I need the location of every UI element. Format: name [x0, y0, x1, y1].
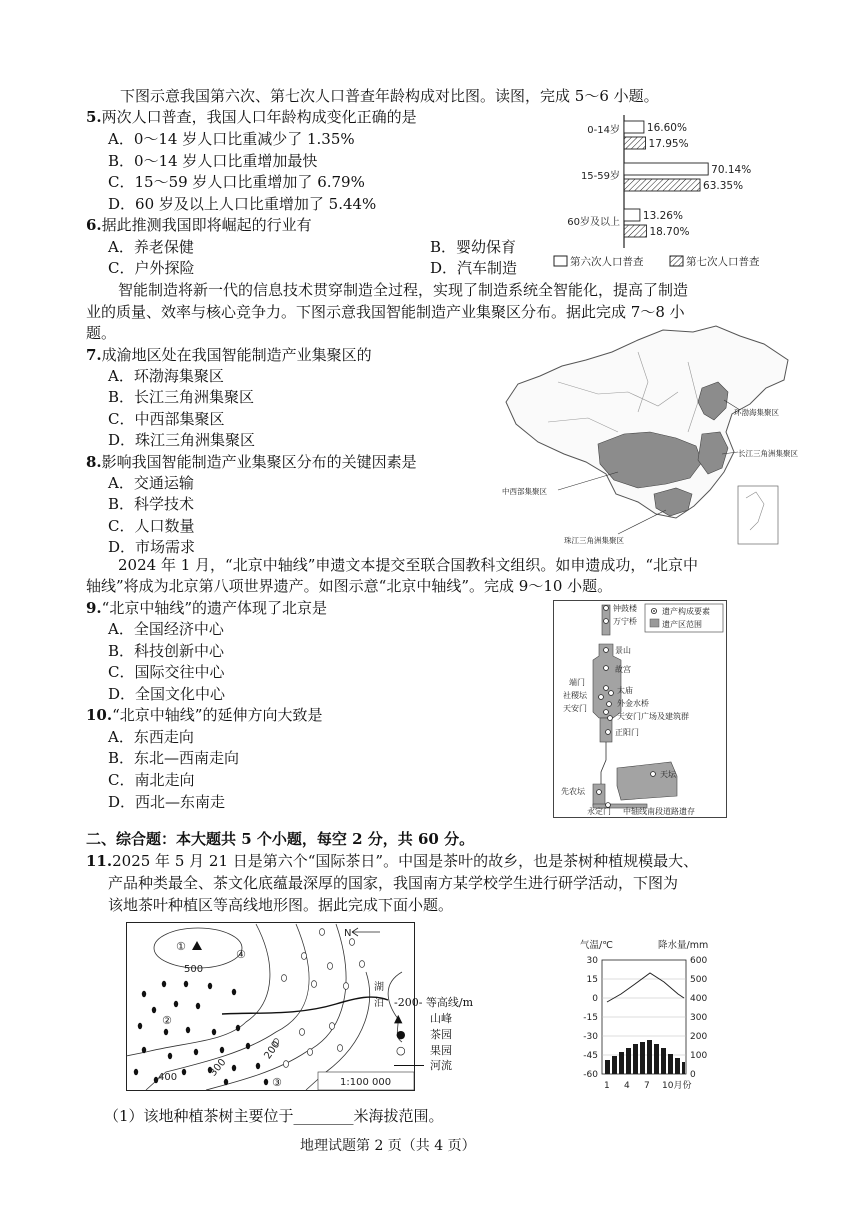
- month-1: 1: [604, 1081, 610, 1091]
- q9-option-a[interactable]: A．全国经济中心: [108, 620, 224, 638]
- temp-tick-m45: -45: [583, 1051, 598, 1061]
- q9-number: 9.: [86, 599, 102, 617]
- q10-option-c[interactable]: C．南北走向: [108, 771, 195, 789]
- month-10: 10月份: [662, 1081, 692, 1091]
- temp-tick-m15: -15: [583, 1013, 598, 1023]
- legend-heritage-area: 遗产区范围: [662, 620, 702, 629]
- group-label-0-14: 0-14岁: [587, 125, 620, 136]
- group-label-15-59: 15-59岁: [580, 171, 620, 182]
- bar-label-census6-0: 16.60%: [646, 122, 687, 134]
- bar-census7-1: [624, 179, 700, 191]
- place-south-road-relics: 中轴线南段道路遗存: [623, 807, 695, 816]
- place-taimiao: 太庙: [617, 686, 633, 695]
- place-yongdingmen: 永定门: [587, 807, 611, 816]
- contour-map-frame: [127, 923, 415, 1091]
- q7-stem: 成渝地区处在我国智能制造产业集聚区的: [101, 346, 372, 364]
- q6-option-b[interactable]: B．婴幼保育: [430, 238, 517, 256]
- temp-axis-label: 气温/℃: [580, 940, 613, 951]
- temp-tick-m60: -60: [583, 1070, 598, 1080]
- q9-option-d[interactable]: D．全国文化中心: [108, 685, 226, 703]
- q8-option-a[interactable]: A．交通运输: [108, 474, 194, 492]
- precip-tick-500: 500: [690, 975, 708, 985]
- q8-stem: 影响我国智能制造产业集聚区分布的关键因素是: [101, 453, 417, 471]
- q8-number: 8.: [86, 453, 102, 471]
- q5-stem: 两次人口普查，我国人口年龄构成变化正确的是: [101, 108, 417, 126]
- q6-stem: 据此推测我国即将崛起的行业有: [101, 216, 312, 234]
- bar-label-census7-1: 63.35%: [703, 180, 744, 192]
- china-cluster-map: [488, 322, 814, 550]
- group-label-60plus: 60岁及以上: [567, 217, 620, 228]
- q11-line3: 该地茶叶种植区等高线地形图。据此完成下面小题。: [108, 896, 454, 914]
- precip-tick-0: 0: [690, 1070, 696, 1080]
- bar-label-census7-0: 17.95%: [648, 138, 689, 150]
- q11-line1: [86, 851, 698, 872]
- q10-question: [86, 705, 322, 726]
- bar-census6-2: [624, 209, 640, 221]
- legend-river: 河流: [430, 1059, 452, 1072]
- q9-stem: “北京中轴线”的遗产体现了北京是: [101, 599, 328, 617]
- q10-option-b[interactable]: B．东北—西南走向: [108, 749, 240, 767]
- bar-census6-0: [624, 121, 644, 133]
- contour-map: [126, 922, 416, 1092]
- q10-stem: “北京中轴线”的延伸方向大致是: [112, 706, 323, 724]
- legend-census7: 第七次人口普查: [686, 256, 760, 268]
- q78-intro-line3: 题。: [86, 324, 117, 342]
- month-7: 7: [644, 1081, 650, 1091]
- q6-option-d[interactable]: D．汽车制造: [430, 259, 518, 277]
- place-bell-drum-tower: 钟鼓楼: [613, 604, 637, 613]
- q11-sub1: （1）该地种植茶树主要位于________米海拔范围。: [104, 1107, 444, 1125]
- place-xiannong-altar: 先农坛: [561, 787, 585, 796]
- q8-question: [86, 452, 417, 473]
- place-tiananmen: 天安门: [563, 704, 587, 713]
- q10-option-d[interactable]: D．西北—东南走: [108, 793, 226, 811]
- q11-line2: 产品种类最全、茶文化底蕴最深厚的国家，我国南方某学校学生进行研学活动，下图为: [108, 874, 679, 892]
- label-yangtze: 长江三角洲集聚区: [738, 449, 798, 458]
- q7-number: 7.: [86, 346, 102, 364]
- place-tiananmen-square: 天安门广场及建筑群: [617, 712, 689, 721]
- precip-tick-400: 400: [690, 994, 708, 1004]
- place-sheji-altar: 社稷坛: [563, 691, 587, 700]
- point-2: ②: [162, 1014, 172, 1027]
- q5-question: [86, 107, 417, 128]
- label-central-west: 中西部集聚区: [502, 487, 547, 496]
- section2-title: 二、综合题：本大题共 5 个小题，每空 2 分，共 60 分。: [86, 830, 475, 848]
- q6-number: 6.: [86, 216, 102, 234]
- bar-census7-2: [624, 225, 646, 237]
- q10-number: 10.: [86, 706, 113, 724]
- bar-label-census7-2: 18.70%: [649, 226, 690, 238]
- label-pearl: 珠江三角洲集聚区: [564, 536, 624, 545]
- place-outer-golden-bridge: 外金水桥: [617, 699, 649, 708]
- population-bar-chart: [548, 113, 808, 275]
- place-forbidden-city: 故宫: [615, 665, 631, 674]
- page-footer: 地理试题第 2 页（共 4 页）: [300, 1138, 476, 1154]
- contour-label-200: 200: [262, 1039, 283, 1062]
- q5-option-a[interactable]: A．0～14 岁人口比重减少了 1.35%: [108, 130, 355, 148]
- temp-tick-30: 30: [586, 956, 598, 966]
- central-axis-map: [553, 600, 727, 818]
- q910-intro-line1: 2024 年 1 月，“北京中轴线”申遗文本提交至联合国教科文组织。如申遗成功，“北京中: [118, 556, 699, 574]
- legend-swatch-census7: [670, 256, 683, 266]
- place-jingshan: 景山: [615, 646, 631, 655]
- q5-option-b[interactable]: B．0～14 岁人口比重增加最快: [108, 152, 318, 170]
- q910-intro-line2: 轴线”将成为北京第八项世界遗产。如图示意“北京中轴线”。完成 9～10 小题。: [86, 577, 613, 595]
- legend-tea-icon: ●: [396, 1028, 406, 1041]
- legend-contour: -200- 等高线/m: [394, 996, 474, 1009]
- legend-census6: 第六次人口普查: [570, 256, 644, 268]
- contour-label-300: 300: [207, 1056, 229, 1079]
- lake-label-1: 湖: [374, 982, 384, 993]
- q7-question: [86, 345, 372, 366]
- precip-tick-100: 100: [690, 1051, 708, 1061]
- q6-option-a[interactable]: A．养老保健: [108, 238, 194, 256]
- bar-label-census6-2: 13.26%: [642, 210, 683, 222]
- q8-option-b[interactable]: B．科学技术: [108, 495, 195, 513]
- contour-label-500: 500: [184, 964, 204, 975]
- scale-label: 1:100 000: [340, 1077, 392, 1088]
- bar-label-census6-1: 70.14%: [711, 164, 752, 176]
- contour-legend: [394, 996, 474, 1092]
- temp-tick-m30: -30: [583, 1032, 598, 1042]
- legend-peak: 山峰: [430, 1012, 452, 1025]
- q78-intro-line2: 业的质量、效率与核心竞争力。下图示意我国智能制造产业集聚区分布。据此完成 7～8 小: [86, 303, 685, 321]
- lake-label-2: 泊: [374, 998, 384, 1009]
- climate-chart: [570, 938, 730, 1094]
- place-zhengyangmen: 正阳门: [615, 728, 639, 737]
- place-wanning-bridge: 万宁桥: [613, 617, 637, 626]
- legend-orchard: 果园: [430, 1044, 452, 1057]
- q5-number: 5.: [86, 108, 102, 126]
- q9-option-c[interactable]: C．国际交往中心: [108, 663, 225, 681]
- q56-intro: 下图示意我国第六次、第七次人口普查年龄构成对比图。读图，完成 5～6 小题。: [120, 87, 659, 105]
- bar-census7-0: [624, 137, 646, 149]
- point-1: ①: [176, 940, 186, 953]
- north-label: N: [344, 928, 352, 939]
- precip-tick-300: 300: [690, 1013, 708, 1023]
- point-3: ③: [272, 1076, 282, 1089]
- q9-option-b[interactable]: B．科技创新中心: [108, 642, 225, 660]
- q7-option-b[interactable]: B．长江三角洲集聚区: [108, 388, 255, 406]
- legend-tea: 茶园: [430, 1028, 452, 1041]
- q6-question: [86, 215, 312, 236]
- q5-option-c[interactable]: C．15～59 岁人口比重增加了 6.79%: [108, 173, 365, 191]
- q7-option-d[interactable]: D．珠江三角洲集聚区: [108, 431, 256, 449]
- place-duanmen: 端门: [569, 678, 585, 687]
- q11-text-1: 2025 年 5 月 21 日是第六个“国际茶日”。中国是茶叶的故乡，也是茶树种植规模最大、: [112, 852, 699, 870]
- temp-tick-0: 0: [592, 994, 598, 1004]
- legend-orchard-icon: ○: [396, 1044, 406, 1057]
- q8-option-d[interactable]: D．市场需求: [108, 538, 196, 556]
- precip-axis-label: 降水量/mm: [658, 940, 709, 951]
- point-4: ④: [236, 948, 246, 961]
- label-bohai: 环渤海集聚区: [734, 408, 779, 417]
- q10-option-a[interactable]: A．东西走向: [108, 728, 194, 746]
- q8-option-c[interactable]: C．人口数量: [108, 517, 195, 535]
- precip-tick-600: 600: [690, 956, 708, 966]
- precip-tick-200: 200: [690, 1032, 708, 1042]
- q5-option-d[interactable]: D．60 岁及以上人口比重增加了 5.44%: [108, 195, 377, 213]
- contour-label-400: 400: [158, 1072, 178, 1083]
- bar-census6-1: [624, 163, 708, 175]
- legend-river-icon: [394, 1065, 424, 1066]
- q7-option-a[interactable]: A．环渤海集聚区: [108, 367, 224, 385]
- q9-question: [86, 598, 327, 619]
- q6-option-c[interactable]: C．户外探险: [108, 259, 195, 277]
- place-temple-of-heaven: 天坛: [660, 770, 676, 779]
- month-4: 4: [624, 1081, 630, 1091]
- legend-swatch-census6: [554, 256, 567, 266]
- legend-peak-icon: ▲: [394, 1012, 403, 1025]
- q11-number: 11.: [86, 852, 113, 870]
- q78-intro-line1: 智能制造将新一代的信息技术贯穿制造全过程，实现了制造系统全智能化，提高了制造: [118, 281, 689, 299]
- temp-tick-15: 15: [586, 975, 598, 985]
- q7-option-c[interactable]: C．中西部集聚区: [108, 410, 225, 428]
- legend-heritage-element: 遗产构成要素: [662, 607, 710, 616]
